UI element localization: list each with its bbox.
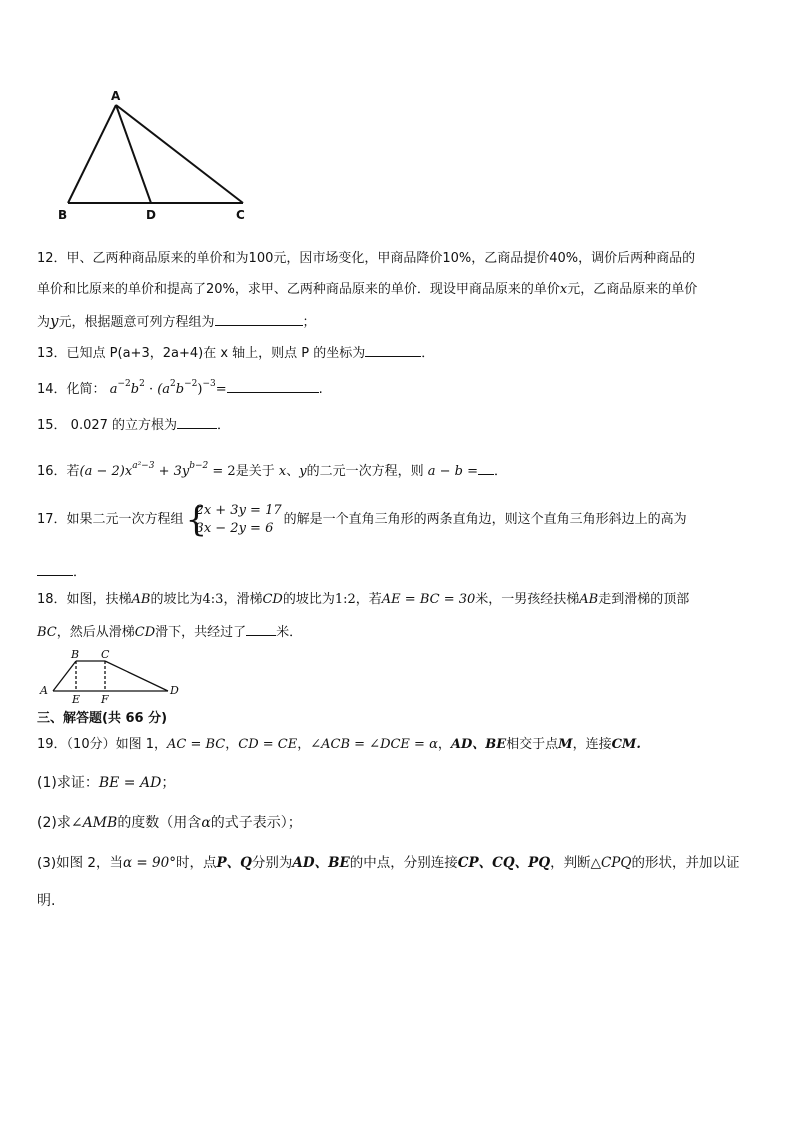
q12-line3: 为y元，根据题意可列方程组为 ；	[37, 312, 316, 330]
answer-blank[interactable]	[215, 311, 303, 326]
answer-blank[interactable]	[227, 378, 319, 393]
vertex-label-c: C	[236, 208, 245, 222]
figure2-label-d: D	[170, 684, 179, 697]
q18-line1: 18．如图，扶梯AB的坡比为4:3，滑梯CD的坡比为1:2，若AE = BC = 30米，一男孩经扶梯AB走到滑梯的顶部	[37, 592, 690, 607]
q19-part2: (2)求∠AMB的度数（用含α的式子表示）；	[37, 815, 302, 831]
section-title: 三、解答题(共 66 分)	[37, 711, 168, 726]
q17: 17．如果二元一次方程组 { 2x + 3y = 17 3x − 2y = 6 的解是一个直角三角形的两条直角边，则这个直角三角形斜边上的高为	[37, 499, 687, 540]
vertex-label-d: D	[146, 208, 156, 222]
answer-blank[interactable]	[37, 561, 73, 576]
q18-line2: BC，然后从滑梯CD滑下，共经过了 米．	[37, 621, 302, 643]
q19-part3: (3)如图 2，当α = 90°时，点P、Q分别为AD、BE的中点，分别连接CP、CQ、PQ，判断△CPQ的形状，并加以证	[37, 855, 740, 871]
vertex-label-b: B	[58, 208, 68, 222]
q12-line2: 单价和比原来的单价和提高了20%，求甲、乙两种商品原来的单价．现设甲商品原来的单价x元，乙商品原来的单价	[37, 282, 698, 297]
q13: 13．已知点 P(a+3，2a+4)在 x 轴上，则点 P 的坐标为 ．	[37, 342, 434, 364]
q16: 16．若$(a - 2)x^{a^2-3} + 3y^{b-2} = 2$是关于 x、y的二元一次方程，则 a − b = ．	[37, 461, 508, 479]
vertex-label-a: A	[111, 89, 121, 103]
answer-blank[interactable]	[478, 460, 494, 475]
figure2-label-a: A	[40, 684, 48, 697]
slide-figure	[40, 650, 190, 702]
figure2-label-f: F	[101, 693, 109, 706]
answer-blank[interactable]	[246, 621, 276, 636]
figure2-label-e: E	[72, 693, 81, 706]
equation-system: { 2x + 3y = 17 3x − 2y = 6	[185, 499, 282, 540]
q15: 15． 0.027 的立方根为 ．	[37, 414, 230, 436]
q14: 14．化简： $a^{-2}b^2 \cdot (a^2b^{-2})^{-3}=$ .	[37, 379, 323, 397]
q19-head: 19．（10分）如图 1，AC = BC，CD = CE，∠ACB = ∠DCE = α，AD、BE相交于点M，连接CM.	[37, 737, 641, 752]
figure2-label-b: B	[71, 648, 80, 661]
q12-line1: 12．甲、乙两种商品原来的单价和为100元，因市场变化，甲商品降价10%，乙商品提价40%，调价后两种商品的	[37, 251, 696, 266]
q19-part1: (1)求证：BE = AD；	[37, 775, 176, 791]
answer-blank[interactable]	[365, 342, 421, 357]
q17-answer: ．	[37, 561, 86, 583]
figure2-label-c: C	[101, 648, 110, 661]
q19-part3-end: 明.	[37, 893, 56, 909]
answer-blank[interactable]	[177, 414, 217, 429]
